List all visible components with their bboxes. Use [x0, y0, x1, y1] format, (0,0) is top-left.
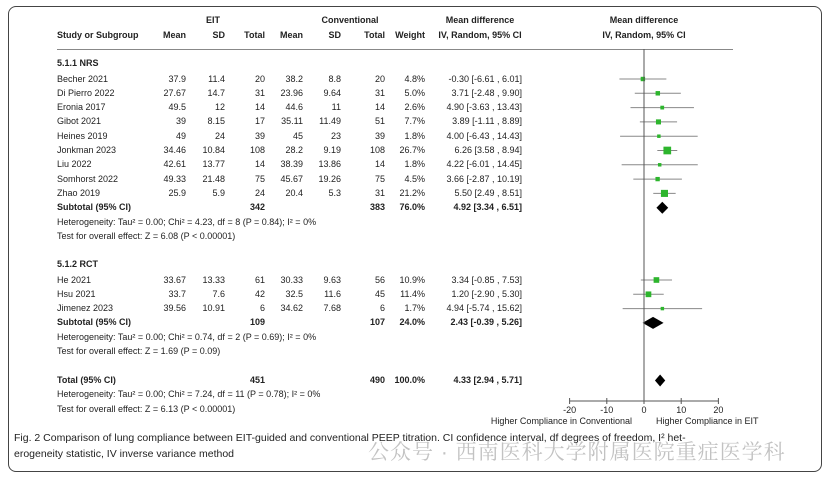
study-m1: 33.67 [163, 274, 186, 285]
study-weight: 10.9% [399, 274, 425, 285]
effect-marker [658, 163, 661, 166]
header-mean-conv: Mean [279, 30, 303, 40]
study-ci: 3.89 [-1.11 , 8.89] [452, 116, 522, 127]
study-m1: 39 [175, 116, 186, 127]
study-name: Hsu 2021 [57, 288, 96, 299]
header-sd-conv: SD [328, 30, 341, 40]
header-total-conv: Total [364, 30, 385, 40]
study-m2: 38.39 [280, 159, 303, 170]
study-m1: 49.5 [168, 102, 186, 113]
total-effect: Test for overall effect: Z = 6.13 (P < 0.00001) [57, 403, 236, 414]
x-tick-label: 20 [713, 405, 724, 415]
study-sd1: 24 [214, 130, 225, 141]
header-group-eit: EIT [205, 15, 220, 25]
subtotal-diamond [643, 317, 664, 329]
x-tick-label: -20 [563, 405, 577, 415]
effect-marker [663, 147, 671, 155]
total-ci: 4.33 [2.94 , 5.71] [453, 375, 522, 385]
subgroup-title: 5.1.2 RCT [57, 259, 99, 269]
study-n2: 20 [374, 73, 385, 84]
study-sd2: 8.8 [328, 73, 341, 84]
study-n1: 17 [254, 116, 265, 127]
header-study: Study or Subgroup [57, 30, 139, 40]
study-name: He 2021 [57, 274, 92, 285]
study-ci: 4.22 [-6.01 , 14.45] [446, 159, 522, 170]
study-m2: 28.2 [285, 145, 303, 155]
total-n1: 451 [249, 375, 265, 385]
header-total-eit: Total [244, 30, 265, 40]
study-n1: 31 [254, 87, 265, 98]
study-m2: 44.6 [285, 102, 303, 113]
study-m1: 42.61 [163, 159, 186, 170]
study-sd1: 8.15 [207, 116, 225, 127]
study-weight: 2.6% [404, 102, 425, 113]
study-n1: 42 [254, 288, 265, 299]
header-weight: Weight [395, 30, 425, 40]
study-sd2: 7.68 [323, 303, 341, 314]
study-m1: 33.7 [168, 288, 186, 299]
study-m2: 45.67 [280, 173, 303, 184]
watermark: 公众号 · 西南医科大学附属医院重症医学科 [368, 441, 786, 464]
study-name: Heines 2019 [57, 130, 108, 141]
left-direction-label: Higher Compliance in Conventional [490, 416, 632, 426]
effect-marker [657, 134, 660, 137]
study-m2: 32.5 [285, 288, 303, 299]
study-ci: -0.30 [-6.61 , 6.01] [448, 73, 522, 84]
study-m1: 49.33 [163, 173, 186, 184]
study-weight: 4.8% [404, 73, 425, 84]
study-m1: 25.9 [168, 187, 186, 198]
study-sd1: 7.6 [212, 288, 225, 299]
total-label: Total (95% CI) [57, 375, 116, 385]
total-weight: 100.0% [394, 375, 425, 385]
study-m2: 20.4 [285, 187, 303, 198]
total-diamond [655, 375, 665, 387]
header-md-title: Mean difference [445, 15, 515, 25]
study-ci: 4.90 [-3.63 , 13.43] [446, 102, 522, 113]
study-n2: 14 [374, 102, 385, 113]
study-weight: 11.4% [400, 288, 425, 299]
study-name: Becher 2021 [57, 73, 109, 84]
caption-line-2: erogeneity statistic, IV inverse variance method [14, 448, 235, 460]
study-m2: 35.11 [281, 116, 303, 127]
study-ci: 3.66 [-2.87 , 10.19] [446, 173, 522, 184]
subtotal-diamond [656, 202, 668, 214]
study-ci: 5.50 [2.49 , 8.51] [454, 187, 522, 198]
study-n2: 56 [374, 274, 385, 285]
study-n1: 14 [254, 102, 265, 113]
header-plot-sub: IV, Random, 95% CI [602, 30, 686, 40]
subtotal-n1: 342 [249, 202, 265, 213]
study-sd1: 21.48 [202, 173, 225, 184]
study-n1: 6 [259, 303, 265, 314]
study-name: Somhorst 2022 [57, 173, 119, 184]
study-sd2: 9.63 [323, 274, 341, 285]
study-n1: 75 [254, 173, 265, 184]
effect-marker [661, 190, 668, 197]
effect-marker [655, 177, 659, 181]
caption-line-1: Fig. 2 Comparison of lung compliance between EIT-guided and conventional PEEP titration. CI confidence interval, df degrees of freedom, I² het- [14, 432, 686, 444]
study-n1: 20 [254, 73, 265, 84]
total-n2: 490 [369, 375, 385, 385]
study-sd2: 11.49 [319, 116, 341, 127]
study-n1: 24 [254, 187, 265, 198]
study-ci: 1.20 [-2.90 , 5.30] [451, 288, 522, 299]
study-weight: 7.7% [404, 116, 425, 127]
study-name: Di Pierro 2022 [57, 87, 115, 98]
study-name: Jimenez 2023 [57, 303, 114, 314]
study-ci: 4.94 [-5.74 , 15.62] [446, 303, 522, 314]
study-m2: 38.2 [285, 73, 303, 84]
study-weight: 1.8% [404, 130, 425, 141]
effect-marker [660, 106, 664, 110]
study-name: Zhao 2019 [57, 187, 101, 198]
total-heterogeneity: Heterogeneity: Tau² = 0.00; Chi² = 7.24, df = 11 (P = 0.78); I² = 0% [57, 389, 321, 400]
study-ci: 3.34 [-0.85 , 7.53] [451, 274, 522, 285]
effect-marker [656, 91, 660, 95]
subtotal-n2: 107 [369, 317, 385, 328]
x-tick-label: 0 [641, 405, 647, 415]
effect-marker [661, 307, 664, 310]
study-sd2: 9.64 [323, 87, 341, 98]
subtotal-label: Subtotal (95% CI) [57, 202, 132, 213]
study-weight: 1.8% [404, 159, 425, 170]
study-sd1: 10.91 [202, 303, 225, 314]
study-m1: 27.67 [163, 87, 186, 98]
study-n2: 6 [379, 303, 385, 314]
subtotal-n2: 383 [369, 202, 385, 213]
study-n2: 108 [369, 145, 385, 155]
study-sd2: 5.3 [328, 187, 341, 198]
x-tick-label: -10 [600, 405, 614, 415]
header-plot-title: Mean difference [609, 15, 679, 25]
study-weight: 5.0% [404, 87, 425, 98]
study-name: Gibot 2021 [57, 116, 102, 127]
effect-marker [654, 277, 660, 283]
study-n2: 31 [374, 187, 385, 198]
study-n2: 45 [374, 288, 385, 299]
heterogeneity-text: Heterogeneity: Tau² = 0.00; Chi² = 0.74, df = 2 (P = 0.69); I² = 0% [57, 331, 317, 342]
study-sd1: 13.33 [202, 274, 225, 285]
study-n2: 14 [374, 159, 385, 170]
study-sd2: 23 [330, 130, 341, 141]
subtotal-ci: 4.92 [3.34 , 6.51] [453, 202, 522, 213]
study-sd2: 9.19 [323, 145, 341, 155]
study-n2: 39 [374, 130, 385, 141]
study-m1: 34.46 [163, 145, 186, 155]
study-sd2: 19.26 [318, 173, 341, 184]
right-direction-label: Higher Compliance in EIT [656, 416, 759, 426]
header-mean-eit: Mean [162, 30, 186, 40]
study-sd2: 13.86 [318, 159, 341, 170]
subtotal-n1: 109 [249, 317, 265, 328]
overall-effect-text: Test for overall effect: Z = 6.08 (P < 0.00001) [57, 231, 236, 241]
header-sd-eit: SD [212, 30, 225, 40]
overall-effect-text: Test for overall effect: Z = 1.69 (P = 0.09) [57, 346, 221, 357]
study-ci: 3.71 [-2.48 , 9.90] [451, 87, 522, 98]
subgroup-title: 5.1.1 NRS [57, 58, 99, 68]
study-weight: 4.5% [404, 173, 425, 184]
study-n1: 39 [254, 130, 265, 141]
study-n1: 14 [254, 159, 265, 170]
study-sd1: 11.4 [208, 73, 225, 84]
subtotal-label: Subtotal (95% CI) [57, 317, 132, 328]
study-n2: 31 [374, 87, 385, 98]
study-name: Jonkman 2023 [57, 145, 117, 155]
study-n2: 75 [374, 173, 385, 184]
study-sd2: 11 [331, 102, 341, 113]
study-name: Liu 2022 [57, 159, 92, 170]
study-m2: 23.96 [280, 87, 303, 98]
study-m1: 49 [175, 130, 186, 141]
study-ci: 6.26 [3.58 , 8.94] [454, 145, 522, 155]
study-sd1: 14.7 [207, 87, 225, 98]
x-tick-label: 10 [676, 405, 687, 415]
study-ci: 4.00 [-6.43 , 14.43] [446, 130, 522, 141]
subtotal-weight: 24.0% [399, 317, 425, 328]
study-sd2: 11.6 [324, 288, 341, 299]
study-n2: 51 [374, 116, 385, 127]
study-name: Eronia 2017 [57, 102, 106, 113]
study-n1: 61 [254, 274, 265, 285]
header-group-conventional: Conventional [321, 15, 379, 25]
effect-marker [656, 119, 661, 124]
study-m2: 34.62 [280, 303, 303, 314]
subtotal-weight: 76.0% [399, 202, 425, 213]
study-sd1: 10.84 [202, 145, 225, 155]
header-md-sub: IV, Random, 95% CI [438, 30, 522, 40]
study-m2: 30.33 [280, 274, 303, 285]
study-n1: 108 [249, 145, 265, 155]
study-m2: 45 [292, 130, 303, 141]
subtotal-ci: 2.43 [-0.39 , 5.26] [450, 317, 522, 328]
study-m1: 39.56 [163, 303, 186, 314]
heterogeneity-text: Heterogeneity: Tau² = 0.00; Chi² = 4.23, df = 8 (P = 0.84); I² = 0% [57, 216, 317, 227]
study-sd1: 5.9 [212, 187, 225, 198]
study-weight: 26.7% [399, 145, 425, 155]
study-sd1: 13.77 [202, 159, 225, 170]
study-weight: 21.2% [399, 187, 425, 198]
study-m1: 37.9 [168, 73, 186, 84]
effect-marker [646, 291, 652, 297]
study-weight: 1.7% [404, 303, 425, 314]
study-sd1: 12 [214, 102, 225, 113]
